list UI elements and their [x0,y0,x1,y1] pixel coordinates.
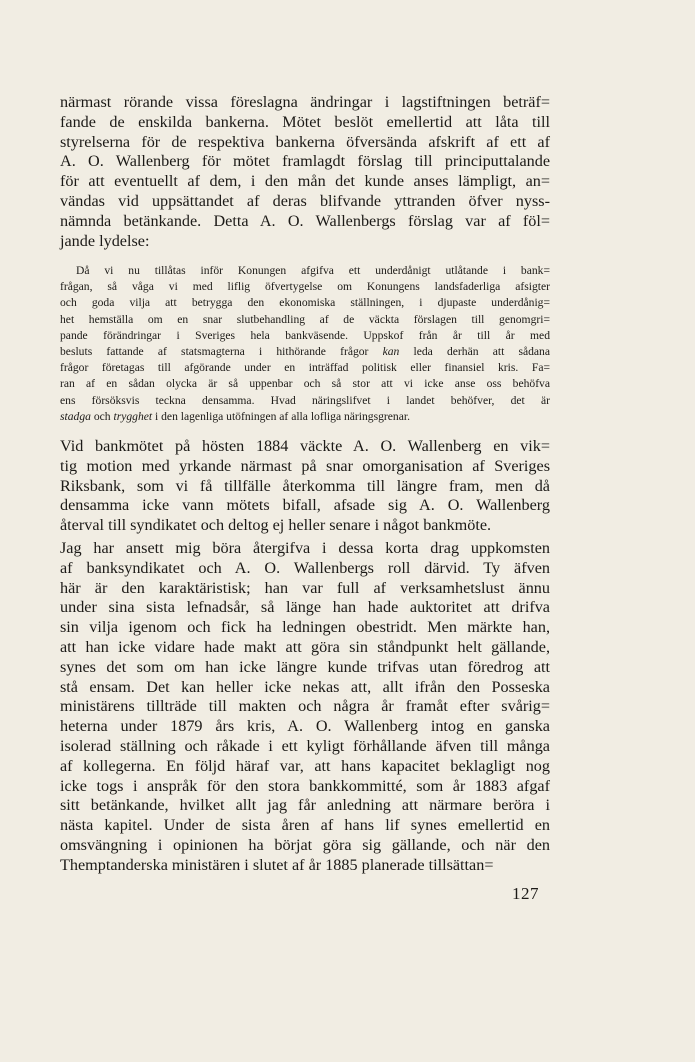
quote-line: het hemställa om en snar slutbehandling af de väckta förslagen till genomgri= [60,312,550,326]
text-line: fande de enskilda bankerna. Mötet beslöt emellertid att låta till [60,112,550,131]
text-line: styrelserna för de respektiva bankerna öfversända afskrift af ett af [60,132,550,151]
text-line: sin vilja igenom och fick ha ledningen obestridt. Men märkte han, [60,618,550,637]
text-line: Vid bankmötet på hösten 1884 väckte A. O. Wallenberg en vik= [60,437,550,455]
text-line: Jag har ansett mig böra återgifva i dessa korta drag uppkomsten [60,539,550,557]
text-line: nämnda betänkande. Detta A. O. Wallenbergs förslag var af föl= [60,211,550,230]
paragraph-2 [60,437,550,536]
paragraph-3 [60,539,550,876]
quote-line: Då vi nu tillåtas inför Konungen afgifva ett underdånigt utlåtande i bank= [76,264,550,277]
paragraph-1 [60,93,550,251]
text-line: här är den karaktäristisk; han var full af verksamhetslust ännu [60,578,550,597]
text-line: sitt betänkande, hvilket allt jag får anledning att närmare beröra i [60,796,550,815]
quote-line: besluts fattande af statsmagterna i hithörande frågor kan leda derhän att sådana [60,345,551,359]
quote-line: stadga och trygghet i den lagenliga utöfningen af alla lofliga näringsgrenar. [60,409,410,423]
text-line: densamma icke vann mötets bifall, afsade sig A. O. Wallenberg [60,496,550,515]
text-line: för att eventuellt af dem, i den mån det kunde anses lämpligt, an= [60,172,550,191]
text-line: återval till syndikatet och deltog ej heller senare i något bankmöte. [60,516,492,535]
quote-line: pande förändringar i Sveriges hela bankväsende. Uppskof från år till år med [60,328,550,342]
text-line: jande lydelse: [60,231,150,250]
text-line: Riksbank, som vi få tillfälle återkomma till längre fram, men då [60,476,550,495]
text-line: icke togs i anspråk för den stora bankkommitté, som år 1883 afgaf [60,776,550,795]
text-line: tig motion med yrkande närmast på snar omorganisation af Sveriges [60,456,550,475]
text-line: vändas vid uppsättandet af deras blifvande yttranden öfver nyss- [60,191,550,210]
text-line: att han icke vidare hade makt att göra sin ståndpunkt helt gällande, [60,637,550,656]
text-line: ministärens tillträde till makten och några år framåt efter svårig= [60,697,550,716]
quote-line: ran af en sådan olycka är så uppenbar och så stor att vi icke anse oss behöfva [60,377,550,391]
text-line: af banksyndikatet och A. O. Wallenbergs roll därvid. Ty äfven [60,558,550,577]
text-line: isolerad ställning och råkade i ett kyligt förhållande äfven till många [60,736,550,755]
text-line: Themptanderska ministären i slutet af år 1885 planerade tillsättan= [60,855,494,874]
quote-line: ens försöksvis teckna densamma. Hvad näringslifvet i landet behöfver, det är [60,393,550,407]
text-line: stå ensam. Det kan heller icke nekas att, allt ifrån den Posseska [60,677,550,696]
text-line: heterna under 1879 års kris, A. O. Wallenberg intog en ganska [60,717,550,736]
text-line: nästa kapitel. Under de sista åren af hans lif synes emellertid en [60,816,550,835]
page-number: 127 [512,884,539,903]
text-line: A. O. Wallenberg för mötet framlagdt förslag till principuttalande [60,152,550,171]
quote-line: frågan, så våga vi med liflig öfvertygelse om Konungens landsfaderliga afsigter [60,280,550,294]
text-line: under sina sista lefnadsår, så länge han hade auktoritet att drifva [60,598,550,617]
block-quote [60,263,550,425]
text-line: omsvängning i opinionen ha börjat göra sig gällande, och när den [60,835,550,854]
text-line: af kollegerna. En följd häraf var, att hans kapacitet beklagligt nog [60,756,550,775]
quote-line: frågor företagas till afgörande under en inträffad politisk eller finansiel kris. Fa= [60,361,550,375]
text-line: närmast rörande vissa föreslagna ändringar i lagstiftningen beträf= [60,93,550,111]
quote-line: och goda vilja att betrygga den ekonomiska ställningen, i djupaste underdånig= [60,296,550,310]
text-line: synes det som om han icke längre kunde trifvas utan föredrog att [60,657,550,676]
